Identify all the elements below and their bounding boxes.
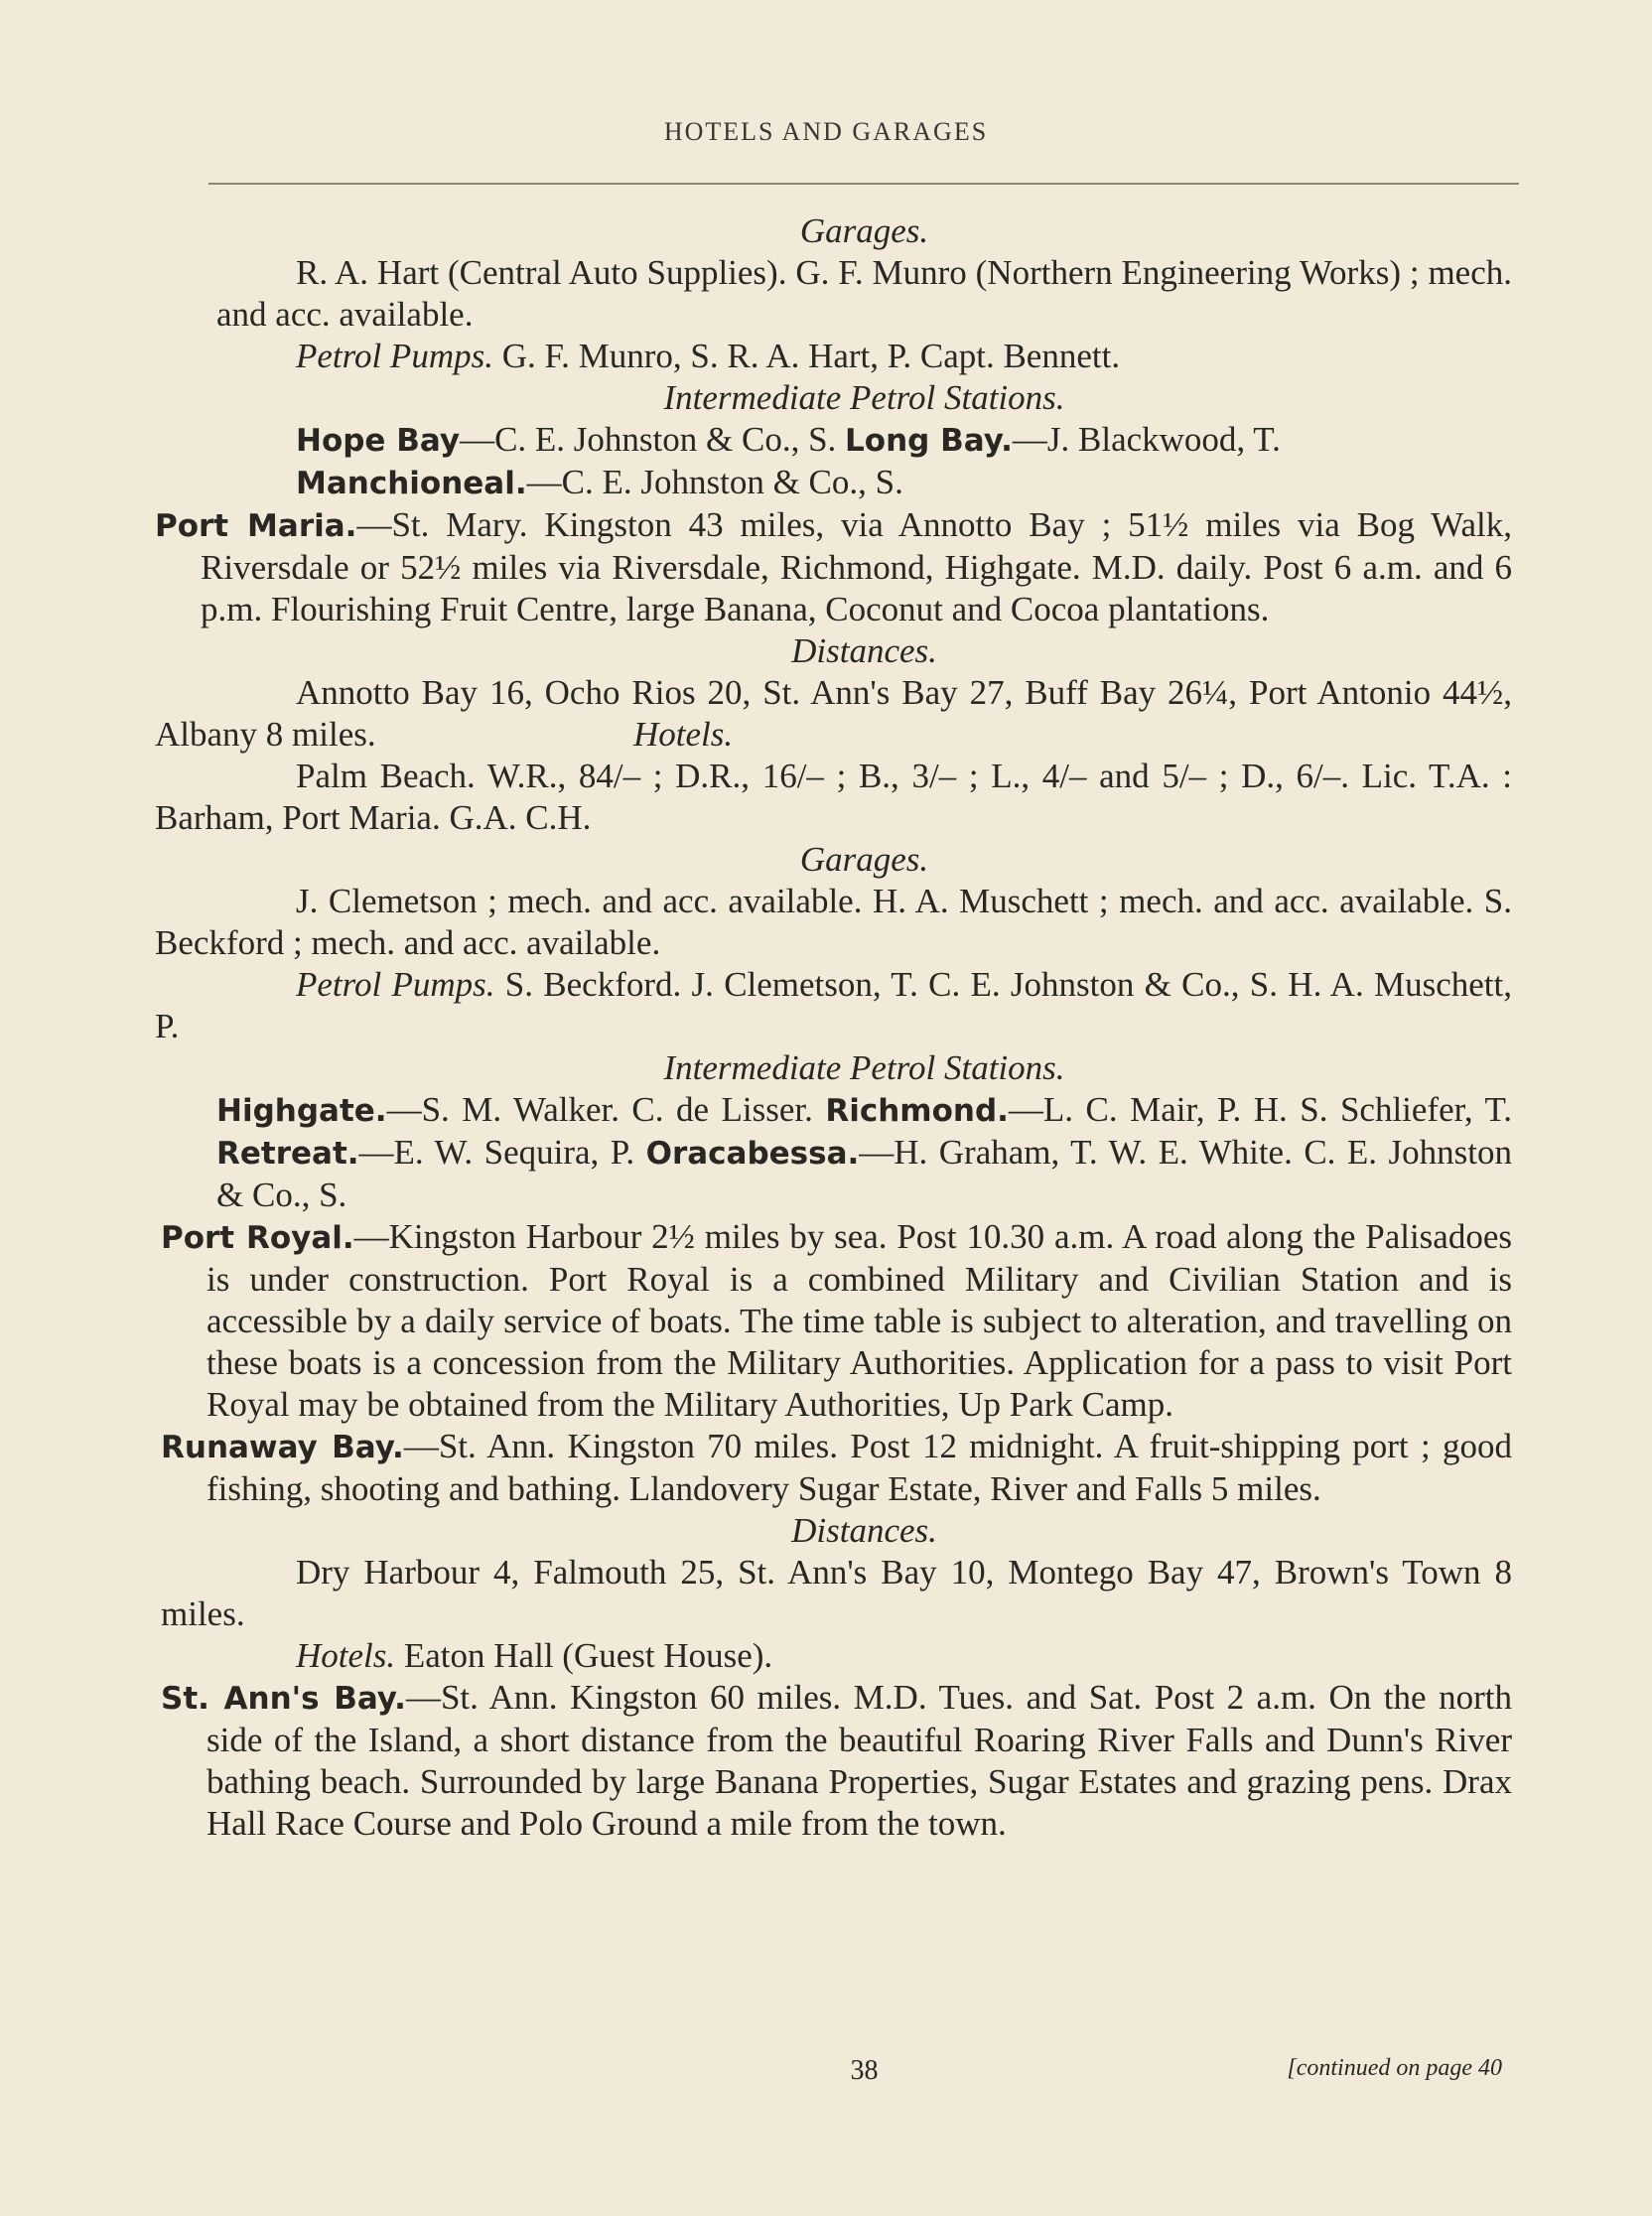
garages-2-text: J. Clemetson ; mech. and acc. available. H. A. Muschett ; mech. and acc. available. S. Beckford ; mech. and acc. available. <box>155 882 1512 962</box>
petrol-pumps-2-label: Petrol Pumps. <box>296 965 495 1004</box>
st-anns-bay-text: —St. Ann. Kingston 60 miles. M.D. Tues. and Sat. Post 2 a.m. On the north side of the Island, a short distance from the beautiful Roaring River Falls and Dunn's River bathing beach. Surrounded by large Banana Properties, Sugar Estates and grazing pens. Drax Hall Race Course and Polo Ground a mile from the town. <box>206 1678 1512 1843</box>
petrol-pumps-2-line <box>155 964 1512 1047</box>
port-royal-text: —Kingston Harbour 2½ miles by sea. Post 10.30 a.m. A road along the Palisadoes is under construction. Port Royal is a combined Military and Civilian Station and is accessible by a daily service of boats. The time table is subject to alteration, and travelling on these boats is a concession from the Military Authorities. Application for a pass to visit Port Royal may be obtained from the Military Authorities, Up Park Camp. <box>206 1217 1512 1424</box>
place-long-bay: Long Bay. <box>845 423 1013 459</box>
place-runaway-bay: Runaway Bay. <box>161 1430 404 1465</box>
place-hope-bay: Hope Bay <box>296 423 461 459</box>
intermediate-line-1 <box>216 419 1512 462</box>
running-header: HOTELS AND GARAGES <box>663 117 989 146</box>
subheading-distances-2: Distances. <box>791 1511 937 1550</box>
subheading-garages-2: Garages. <box>799 840 929 879</box>
subheading-garages: Garages. <box>799 211 929 250</box>
hope-bay-text: —C. E. Johnston & Co., S. <box>460 420 846 459</box>
intermediate-line-2 <box>216 462 1512 504</box>
page-body <box>155 210 1512 1845</box>
header-rule <box>208 183 1519 185</box>
subheading-distances-1: Distances. <box>791 631 937 670</box>
entry-runaway-bay <box>161 1426 1512 1510</box>
place-manchioneal: Manchioneal. <box>296 466 527 501</box>
petrol-pumps-label: Petrol Pumps. <box>296 337 493 375</box>
long-bay-text: —J. Blackwood, T. <box>1012 420 1281 459</box>
richmond-text: —L. C. Mair, P. H. S. Schliefer, T. <box>1008 1090 1512 1129</box>
page-footer <box>216 2055 1512 2095</box>
page-number: 38 <box>850 2055 879 2086</box>
petrol-pumps-line <box>216 336 1512 377</box>
retreat-text: —E. W. Sequira, P. <box>358 1133 646 1172</box>
hotels-2-label: Hotels. <box>296 1636 396 1675</box>
subheading-intermediate-2: Intermediate Petrol Stations. <box>663 1048 1065 1087</box>
place-port-royal: Port Royal. <box>161 1220 354 1256</box>
place-oracabessa: Oracabessa. <box>645 1136 860 1172</box>
petrol-pumps-text: G. F. Munro, S. R. A. Hart, P. Capt. Bennett. <box>492 337 1121 375</box>
place-richmond: Richmond. <box>825 1093 1009 1129</box>
entry-port-royal <box>161 1216 1512 1426</box>
hotels-1-text: Palm Beach. W.R., 84/– ; D.R., 16/– ; B., 3/– ; L., 4/– and 5/– ; D., 6/–. Lic. T.A. : Barham, Port Maria. G.A. C.H. <box>155 757 1512 837</box>
continued-note: [continued on page 40 <box>1287 2055 1502 2081</box>
hotels-2-text: Eaton Hall (Guest House). <box>395 1636 773 1675</box>
petrol-pumps-2-text: S. Beckford. J. Clemetson, T. C. E. Johnston & Co., S. H. A. Muschett, P. <box>155 965 1512 1045</box>
distances-2-text: Dry Harbour 4, Falmouth 25, St. Ann's Bay 10, Montego Bay 47, Brown's Town 8 miles. <box>161 1553 1512 1633</box>
manchioneal-text: —C. E. Johnston & Co., S. <box>526 463 903 501</box>
highgate-text: —S. M. Walker. C. de Lisser. <box>386 1090 826 1129</box>
hotels-2-line <box>161 1635 1512 1677</box>
subheading-hotels-1: Hotels. <box>633 715 734 754</box>
entry-port-maria <box>155 504 1512 630</box>
port-maria-text: —St. Mary. Kingston 43 miles, via Annotto Bay ; 51½ miles via Bog Walk, Riversdale or 52½ miles via Riversdale, Richmond, Highgate. M.D. daily. Post 6 a.m. and 6 p.m. Flourishing Fruit Centre, large Banana, Coconut and Cocoa plantations. <box>201 505 1512 628</box>
oracabessa-text: —H. Graham, T. W. E. White. C. E. Johnston & Co., S. <box>216 1133 1512 1214</box>
distances-1-text: Annotto Bay 16, Ocho Rios 20, St. Ann's Bay 27, Buff Bay 26¼, Port Antonio 44½, Albany 8 miles. <box>155 673 1512 754</box>
place-st-anns-bay: St. Ann's Bay. <box>161 1681 406 1717</box>
place-retreat: Retreat. <box>216 1136 359 1172</box>
garages-text: R. A. Hart (Central Auto Supplies). G. F. Munro (Northern Engineering Works) ; mech. and acc. available. <box>216 253 1512 334</box>
entry-st-anns-bay <box>161 1677 1512 1845</box>
place-port-maria: Port Maria. <box>155 508 357 544</box>
intermediate-2-text <box>216 1089 1512 1216</box>
runaway-bay-text: —St. Ann. Kingston 70 miles. Post 12 midnight. A fruit-shipping port ; good fishing, shooting and bathing. Llandovery Sugar Estate, River and Falls 5 miles. <box>206 1427 1512 1508</box>
place-highgate: Highgate. <box>216 1093 387 1129</box>
subheading-intermediate: Intermediate Petrol Stations. <box>663 378 1065 417</box>
